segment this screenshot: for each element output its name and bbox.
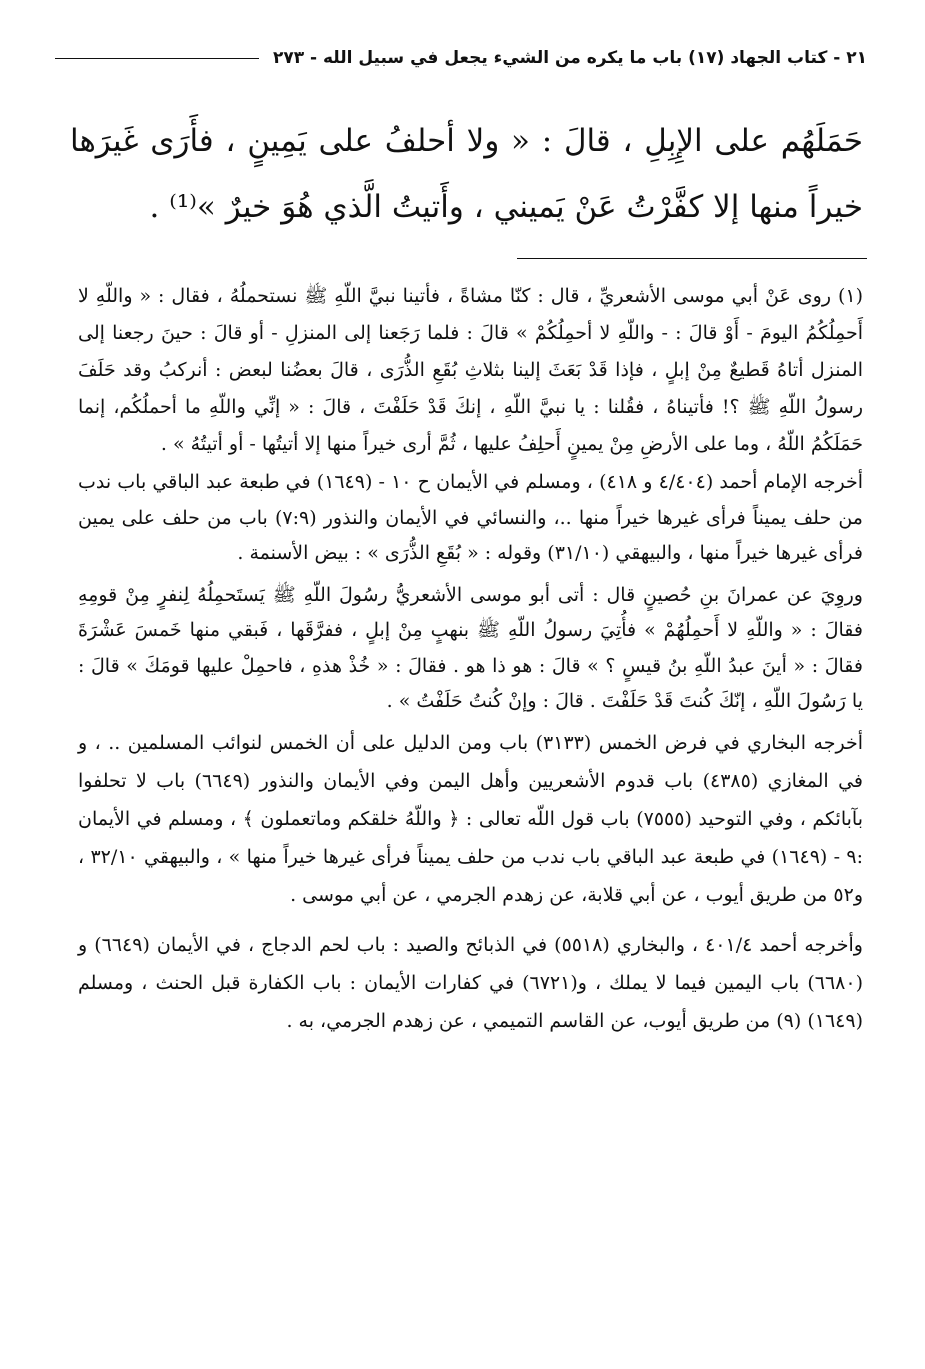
footnote-divider [517,258,867,259]
header-title: ٢١ - كتاب الجهاد (١٧) باب ما يكره من الشيء يجعل في سبيل الله - ٢٧٣ [272,48,867,68]
footnote-1-narration: (١) روى عَنْ أبي موسى الأشعريِّ ، قال : كنّا مشاةً ، فأتينا نبيَّ اللّهِ ﷺ نستحملُهُ ، فقال : « واللّهِ لا أَحمِلُكُمُ اليومَ - أَوْ قالَ : - واللّهِ لا أحمِلُكُمْ » قالَ : فلما رَجَعنا إلى المنزلِ - أو قالَ : حينَ رجعنا إلى المنزل أتاهُ قَطيعٌ مِنْ إبلٍ ، فإذا قَدْ بَعَثَ إلينا بثلاثِ بُقَعِ الذُّرَى ، قالَ بعضُنا لبعض : أنركبُ وقد حَلَفَ رسولُ اللّهِ ﷺ ؟! فأتيناهُ ، فقُلنا : يا نبيَّ اللّهِ ، إنكَ قَدْ حَلَفْتَ ، قالَ : « إنِّي واللّهِ ما أحملُكُم، إنما حَمَلَكُمُ اللّهُ ، وما على الأرضِ مِنْ يمينٍ أَحلِفُ عليها ، ثُمَّ أرى خيراً منها إلا أتيتُها - أو أتيتُهُ » . [78,285,863,455]
main-text [70,108,863,240]
running-header [55,38,867,78]
header-rule [55,58,259,59]
main-paragraph: حَمَلَهُم على الإِبِلِ ، قالَ : « ولا أحلفُ على يَمِينٍ ، فأَرَى غَيرَها خيراً منها إلا كفَّرْتُ عَنْ يَميني ، وأَتيتُ الَّذي هُوَ خيرٌ »⁽¹⁾ . [70,123,863,225]
footnote-1-source: أخرجه الإمام أحمد (٤/٤٠٤ و ٤١٨) ، ومسلم في الأيمان ح ١٠ - (١٦٤٩) في طبعة عبد الباقي باب ندب من حلف يميناً فرأى غيرها خيراً منها ..، والنسائي في الأيمان والنذور (٧:٩) باب من حلف على يمين فرأى غيرها خيراً منها ، والبيهقي (٣١/١٠) وقوله : « بُقَعِ الذُّرَى » : بيض الأسنمة . [78,471,863,564]
footnote-2-narration: وروِيَ عن عمرانَ بنِ حُصينٍ قال : أتى أبو موسى الأشعريُّ رسُولَ اللّهِ ﷺ يَستَحمِلُهُ لِنفرٍ مِنْ قومِهِ فقالَ : « واللّهِ لا أَحمِلُهُمْ » فأُتِيَ رسولُ اللّهِ ﷺ بنهبٍ مِنْ إبلٍ ، ففرَّقَها ، فَبقي منها خَمسَ عَشْرَةَ فقالَ : « أينَ عبدُ اللّهِ بنُ قيسٍ ؟ » قالَ : هو ذا هو . فقالَ : « خُذْ هذهِ ، فاحمِلْ عليها قومَكَ » قالَ : يا رَسُولَ اللّهِ ، إنّكَ كُنتَ قَدْ حَلَفْتَ . قالَ : وإنْ كُنتُ حَلَفْتُ » . [78,583,863,712]
footnote-3-source: وأخرجه أحمد ٤٠١/٤ ، والبخاري (٥٥١٨) في الذبائح والصيد : باب لحم الدجاج ، في الأيمان (٦٦٤٩) و (٦٦٨٠) باب اليمين فيما لا يملك ، و(٦٧٢١) في كفارات الأيمان : باب الكفارة قبل الحنث ، ومسلم (١٦٤٩) (٩) من طريق أيوب، عن القاسم التميمي ، عن زهدم الجرمي، به . [78,933,863,1032]
footnotes [78,278,863,1040]
footnote-2-source: أخرجه البخاري في فرض الخمس (٣١٣٣) باب ومن الدليل على أن الخمس لنوائب المسلمين .. ، و في المغازي (٤٣٨٥) باب قدوم الأشعريين وأهل اليمن وفي الأيمان والنذور (٦٦٤٩) باب لا تحلفوا بآبائكم ، وفي التوحيد (٧٥٥٥) باب قول اللّه تعالى : ﴿ واللّهُ خلقكم وماتعملون ﴾ ، ومسلم في الأيمان :٩ - (١٦٤٩) في طبعة عبد الباقي باب ندب من حلف يميناً فرأى غيرها خيراً منها » ، والبيهقي ٣٢/١٠ ، و٥٢ من طريق أيوب ، عن أبي قلابة، عن زهدم الجرمي ، عن أبي موسى . [78,731,864,906]
